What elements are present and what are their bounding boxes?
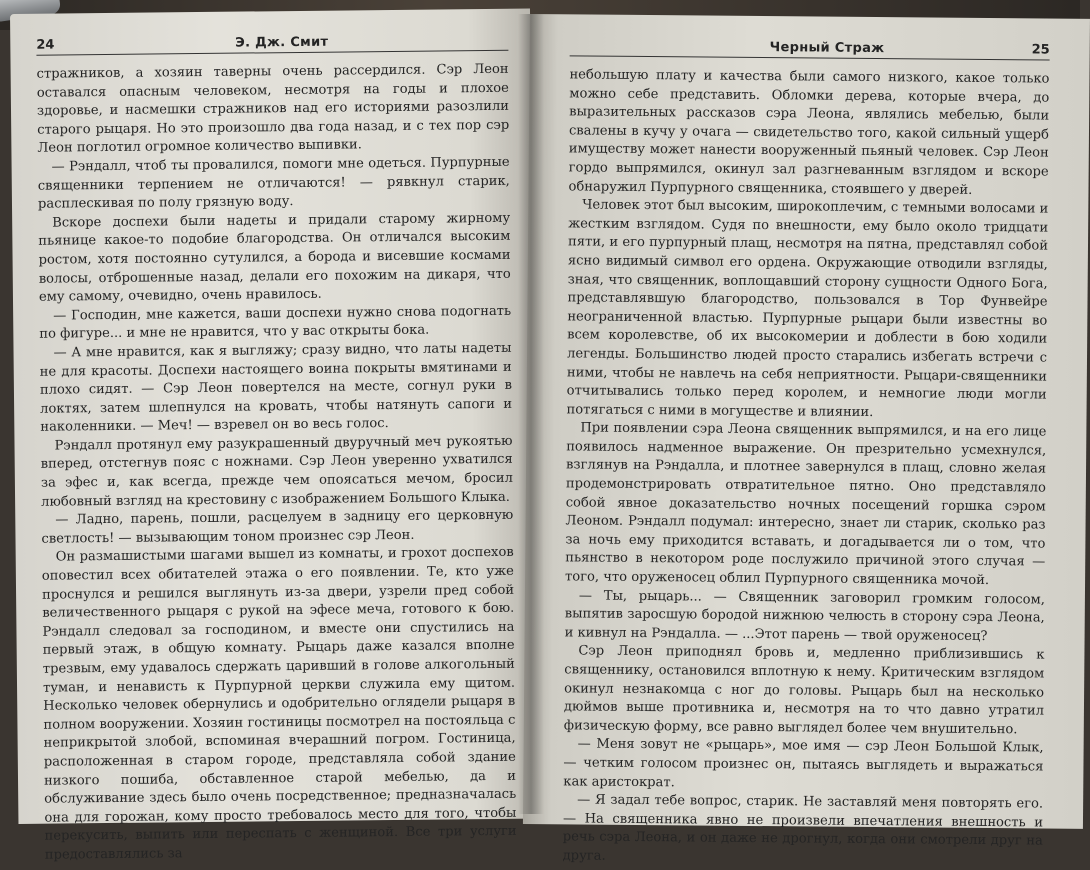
paragraph: Человек этот был высоким, широкоплечим, с темными волосами и жестким взглядом. Судя по внешности, ему было около тридцати пяти, и его пурпурный плащ, несмотря на пятна, представлял собой ясно видимый символ его ордена. Окружающие отводили взгляды, зная, что священник, воплощавший сторону сущности Одного Бога, представлявшую благородство, пользовался в Тор Фунвейре неограниченной властью. Пурпурные рыцари были известны во всем королевстве, об их высокомерии и доблести в бою ходили легенды. Большинство людей просто старались избегать встречи с ними, чтобы не навлечь на себя неприятности. Рыцари-священники отчитывались только перед королем, и немногие люди могли потягаться с ними в могуществе и влиянии. bbox=[566, 197, 1049, 420]
paragraph: — Ты, рыцарь... — Священник заговорил громким голосом, выпятив заросшую бородой нижнюю челюсть в сторону сэра Леона, и кивнул на Рэндалла. — ...Этот парень — твой оруженосец? bbox=[564, 588, 1045, 644]
paragraph: — Ладно, парень, пошли, расцелуем в задницу его церковную светлость! — вызывающим тоном произнес сэр Леон. bbox=[41, 508, 514, 547]
paragraph: Вскоре доспехи были надеты и придали старому жирному пьянице какое-то подобие благородства. Он отличался высоким ростом, хотя постоянно сутулился, а борода и висевшие космами волосы, отброшенные назад, делали его похожим на дикаря, что ему самому, очевидно, очень нравилось. bbox=[38, 210, 511, 305]
right-running-head bbox=[570, 38, 1050, 60]
right-page-text bbox=[563, 66, 1050, 870]
left-page bbox=[10, 9, 538, 863]
paragraph: Он размашистыми шагами вышел из комнаты, и грохот доспехов оповестил всех обитателей этажа о его появлении. Те, кто уже проснулся и решился выглянуть из-за двери, узрели пред собой величественного рыцаря с рукой на эфесе меча, готового к бою. Рэндалл следовал за господином, и вместе они спустились на первый этаж, в общую комнату. Рыцарь даже казался вполне трезвым, ему удавалось сдержать царивший в голове алкогольный туман, и ненависть к Пурпурной церкви служила ему щитом. Несколько человек обернулись и одобрительно оглядели рыцаря в полном вооружении. Хозяин гостиницы посмотрел на постояльца с неприкрытой злобой, вспоминая вчерашний погром. Гостиница, расположенная в старом городе, представляла собой здание низкого пошиба, обставленное старой мебелью, да и обслуживание здесь было очень посредственное; предназначалась она для горожан, кому просто требовалось место для того, чтобы перекусить, выпить или переспать с женщиной. Все три услуги предоставлялись за bbox=[41, 545, 517, 863]
book-gutter-shadow bbox=[518, 14, 544, 814]
paragraph: При появлении сэра Леона священник выпрямился, и на его лице появилось надменное выражение. Он презрительно усмехнулся, взглянув на Рэндалла, и плотнее завернулся в плащ, словно желая продемонстрировать отвратительное пятно. Оно представляло собой явное доказательство ночных посещений горшка сэром Леоном. Рэндалл подумал: интересно, знает ли старик, сколько раз за ночь ему приходится вставать, и догадывается ли о том, что пьянство в некотором роде послужило причиной этого случая — того, что оруженосец облил Пурпурного священника мочой. bbox=[565, 420, 1047, 589]
paragraph: — А мне нравится, как я выгляжу; сразу видно, что латы надеты не для красоты. Доспехи настоящего воина покрыты вмятинами и плохо сидят. — Сэр Леон повертелся на месте, согнул руки в локтях, затем шлепнулся на кровать, чтобы натянуть сапоги и наколенники. — Меч! — взревел он во весь голос. bbox=[39, 340, 513, 435]
paragraph: небольшую плату и качества были самого низкого, какое только можно себе представить. Обломки дерева, которые вчера, до выразительных рассказов сэра Леона, являлись мебелью, были свалены в кучу у очага — свидетельство того, какой сильный ущерб имуществу может нанести вооруженный пьяный человек. Сэр Леон гордо выпрямился, окинул зал разгневанным взглядом и вскоре обнаружил Пурпурного священника, стоявшего у дверей. bbox=[568, 67, 1050, 198]
paragraph: — Меня зовут не «рыцарь», мое имя — сэр Леон Большой Клык, — четким голосом произнес он, пытаясь выглядеть и выражаться как аристократ. bbox=[563, 736, 1044, 790]
right-running-title: Черный Страж bbox=[769, 40, 885, 57]
paragraph: стражников, а хозяин таверны очень рассердился. Сэр Леон оставался опасным человеком, несмотря на годы и плохое здоровье, и насмешки стражников над его историями разозлили старого рыцаря. Но это произошло два года назад, и с тех пор сэр Леон поглотил огромное количество выпивки. bbox=[36, 61, 510, 157]
right-page-number: 25 bbox=[1031, 42, 1050, 58]
left-running-title: Э. Дж. Смит bbox=[235, 34, 329, 51]
paragraph: — Рэндалл, чтоб ты провалился, помоги мне одеться. Пурпурные священники терпением не отличаются! — рявкнул старик, расплескивая по полу грязную воду. bbox=[37, 154, 510, 212]
paragraph: — Я задал тебе вопрос, старик. Не заставляй меня повторять его. — На священника явно не произвели впечатления внешность и речь сэра Леона, и он даже не дрогнул, когда они смотрели друг на друга. bbox=[562, 792, 1044, 864]
right-page bbox=[523, 14, 1090, 864]
left-page-text bbox=[37, 61, 517, 865]
left-running-head bbox=[36, 33, 508, 56]
paragraph: Сэр Леон приподнял бровь и, медленно приблизившись к священнику, остановился вплотную к нему. Критическим взглядом окинул незнакомца с ног до головы. Рыцарь был на несколько дюймов выше противника и, несмотря на то что давно утратил физическую форму, все равно выглядел более чем внушительно. bbox=[563, 643, 1045, 738]
paragraph: — Господин, мне кажется, ваши доспехи нужно снова подогнать по фигуре... и мне не нравится, что у вас открыты бока. bbox=[39, 303, 512, 343]
left-page-number: 24 bbox=[36, 37, 55, 53]
paragraph: Рэндалл протянул ему разукрашенный двуручный меч рукоятью вперед, отстегнув пояс с ножнами. Сэр Леон уверенно ухватился за эфес и, как всегда, прежде чем опоясаться мечом, бросил любовный взгляд на крестовину с изображением Большого Клыка. bbox=[40, 433, 513, 510]
